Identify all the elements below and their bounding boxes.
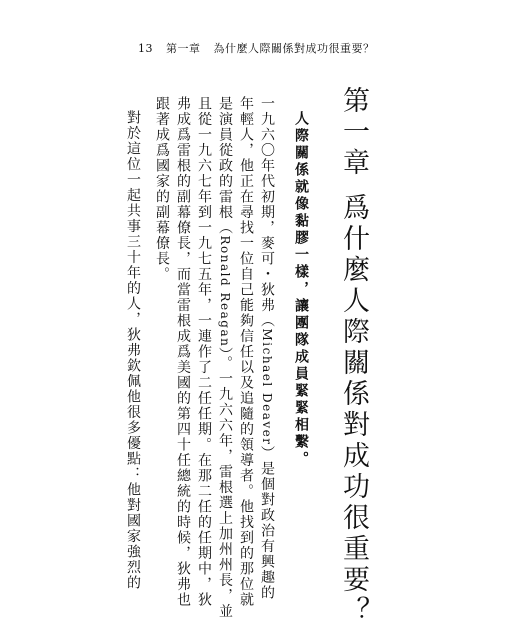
header-chapter-title: 為什麼人際關係對成功很重要？ <box>213 42 375 55</box>
latin-name: Michael Deaver <box>260 328 274 446</box>
text-column-1 <box>260 96 274 600</box>
text-run: 對於這位一起共事三十年的人，狄弗欽佩他很多優點：他對國家強烈的 <box>125 110 141 591</box>
text-run: 年輕人，他正在尋找一位自己能夠信任以及追隨的領導者。他找到的那位就 <box>238 96 254 608</box>
text-column-3 <box>218 96 232 619</box>
text-run: ）。一九六六年，雷根選上加州州長，並 <box>217 347 233 620</box>
text-run: ）是個對政治有興趣的 <box>259 445 275 601</box>
header-chapter: 第一章 <box>166 42 201 55</box>
text-column-4 <box>197 96 211 608</box>
chapter-title <box>340 86 367 627</box>
text-run: 一九六〇年代初期，麥可・狄弗（ <box>259 96 275 329</box>
text-column-2 <box>239 96 253 608</box>
latin-name: Ronald Reagan <box>218 235 232 348</box>
text-run: 弗成爲雷根的副幕僚長，而當雷根成爲美國的第四十任總統的時候，狄弗也 <box>175 96 191 608</box>
epigraph: 人際關係就像黏膠一樣，讓團隊成員緊緊相繫。 <box>293 111 309 468</box>
text-column-5 <box>176 96 190 608</box>
text-column-7 <box>126 110 140 591</box>
text-run: 且從一九六七年到一九七五年，一連作了二任任期。在那二任的任期中，狄 <box>196 96 212 608</box>
text-column-6 <box>155 96 169 282</box>
text-run: 跟著成爲國家的副幕僚長。 <box>154 96 170 282</box>
chapter-label: 第一章 <box>338 86 369 179</box>
page-number: 13 <box>138 42 153 55</box>
chapter-title-text: 爲什麼人際關係對成功很重要？ <box>338 193 369 627</box>
text-run: 是演員從政的雷根（ <box>217 96 233 236</box>
